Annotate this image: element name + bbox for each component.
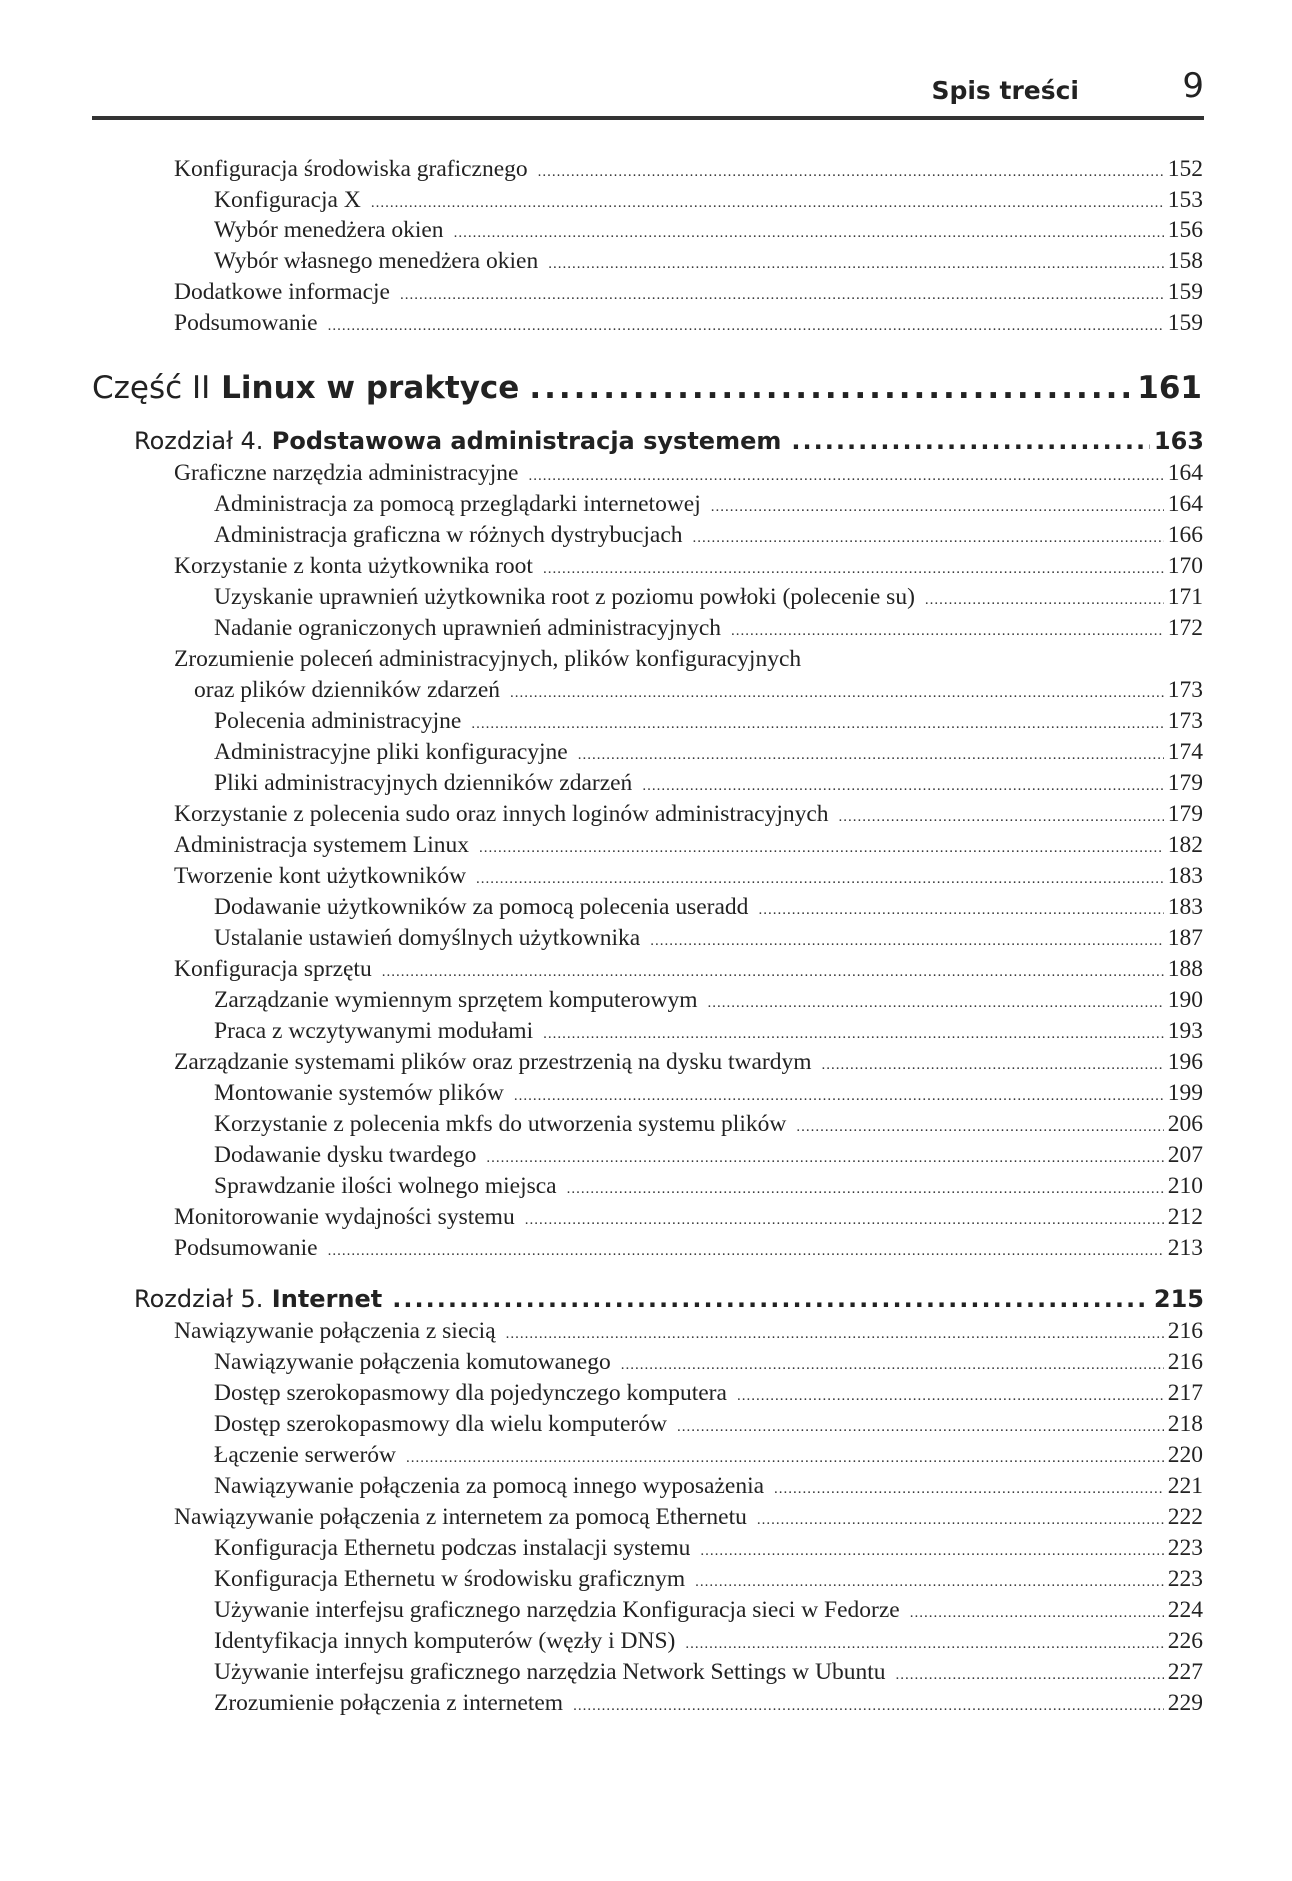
toc-entry[interactable] bbox=[214, 248, 1203, 275]
toc-entry-page: 159 bbox=[1167, 279, 1203, 305]
part-title: Linux w praktyce bbox=[221, 370, 520, 406]
chapter-label: Rozdział 4. bbox=[134, 427, 264, 455]
toc-entry-page: 220 bbox=[1167, 1442, 1203, 1468]
toc-entry[interactable] bbox=[214, 1080, 1203, 1107]
toc-entry-title: Używanie interfejsu graficznego narzędzia Konfiguracja sieci w Fedorze bbox=[214, 1597, 900, 1623]
toc-entry-title: Wybór własnego menedżera okien bbox=[214, 248, 539, 274]
toc-entry-page: 206 bbox=[1167, 1111, 1203, 1137]
toc-entry-title: Polecenia administracyjne bbox=[214, 708, 462, 734]
toc-entry-page: 199 bbox=[1167, 1080, 1203, 1106]
toc-entry-title: Dodawanie dysku twardego bbox=[214, 1142, 477, 1168]
toc-chapter-heading[interactable] bbox=[134, 427, 1204, 455]
toc-entry-page: 196 bbox=[1167, 1049, 1203, 1075]
toc-entry[interactable] bbox=[214, 739, 1203, 766]
toc-entry-title: Identyfikacja innych komputerów (węzły i DNS) bbox=[214, 1628, 676, 1654]
toc-entry-page: 164 bbox=[1167, 460, 1203, 486]
toc-entry-title: Monitorowanie wydajności systemu bbox=[174, 1204, 515, 1230]
toc-entry-title: Sprawdzanie ilości wolnego miejsca bbox=[214, 1173, 557, 1199]
toc-entry-title: Konfiguracja Ethernetu podczas instalacji systemu bbox=[214, 1535, 691, 1561]
page-number: 9 bbox=[1182, 66, 1204, 106]
toc-entry[interactable] bbox=[194, 677, 1203, 704]
toc-entry-title: Tworzenie kont użytkowników bbox=[174, 863, 467, 889]
toc-entry[interactable] bbox=[214, 1628, 1203, 1655]
toc-entry-page: 190 bbox=[1167, 987, 1203, 1013]
toc-entry-page: 216 bbox=[1167, 1318, 1203, 1344]
toc-entry-title: Nawiązywanie połączenia komutowanego bbox=[214, 1349, 611, 1375]
toc-entry-title: Konfiguracja sprzętu bbox=[174, 956, 372, 982]
toc-entry-page: 158 bbox=[1167, 248, 1203, 274]
toc-entry[interactable] bbox=[174, 956, 1203, 983]
toc-entry[interactable] bbox=[174, 460, 1203, 487]
toc-entry-title: Konfiguracja Ethernetu w środowisku graficznym bbox=[214, 1566, 686, 1592]
toc-entry-page: 174 bbox=[1167, 739, 1203, 765]
toc-entry-title: Korzystanie z polecenia sudo oraz innych loginów administracyjnych bbox=[174, 801, 829, 827]
toc-entry-page: 217 bbox=[1167, 1380, 1203, 1406]
toc-entry[interactable] bbox=[174, 156, 1203, 183]
toc-entry-page: 224 bbox=[1167, 1597, 1203, 1623]
toc-part-heading[interactable] bbox=[92, 370, 1202, 406]
toc-entry-page: 212 bbox=[1167, 1204, 1203, 1230]
toc-entry[interactable] bbox=[214, 1535, 1203, 1562]
toc-entry[interactable] bbox=[214, 1349, 1203, 1376]
toc-entry[interactable] bbox=[174, 863, 1203, 890]
chapter-label: Rozdział 5. bbox=[134, 1285, 264, 1313]
toc-entry-title: Dodawanie użytkowników za pomocą polecenia useradd bbox=[214, 894, 749, 920]
toc-entry[interactable] bbox=[214, 1380, 1203, 1407]
toc-entry[interactable] bbox=[214, 987, 1203, 1014]
toc-entry-title: Zrozumienie połączenia z internetem bbox=[214, 1690, 564, 1716]
toc-entry-page: 179 bbox=[1167, 801, 1203, 827]
toc-entry-title: Administracja graficzna w różnych dystrybucjach bbox=[214, 522, 683, 548]
toc-entry-page: 182 bbox=[1167, 832, 1203, 858]
toc-entry-title: Podsumowanie bbox=[174, 1235, 318, 1261]
toc-entry-title: Zarządzanie wymiennym sprzętem komputerowym bbox=[214, 987, 698, 1013]
toc-entry-page: 207 bbox=[1167, 1142, 1203, 1168]
toc-entry-page: 213 bbox=[1167, 1235, 1203, 1261]
toc-entry-page: 152 bbox=[1167, 156, 1203, 182]
toc-entry[interactable] bbox=[214, 1690, 1203, 1717]
toc-entry-page: 188 bbox=[1167, 956, 1203, 982]
toc-entry-page: 223 bbox=[1167, 1566, 1203, 1592]
toc-entry-page: 226 bbox=[1167, 1628, 1203, 1654]
toc-entry-title: Pliki administracyjnych dzienników zdarzeń bbox=[214, 770, 633, 796]
part-page: 161 bbox=[1137, 370, 1202, 406]
toc-entry-title: Graficzne narzędzia administracyjne bbox=[174, 460, 519, 486]
toc-entry-title: Nawiązywanie połączenia za pomocą innego wyposażenia bbox=[214, 1473, 765, 1499]
chapter-title: Podstawowa administracja systemem bbox=[271, 427, 782, 455]
toc-entry-page: 159 bbox=[1167, 310, 1203, 336]
chapter-title: Internet bbox=[271, 1285, 383, 1313]
toc-entry[interactable] bbox=[174, 1235, 1203, 1262]
toc-entry-title-line1[interactable]: Zrozumienie poleceń administracyjnych, plików konfiguracyjnych bbox=[174, 646, 802, 672]
toc-entry[interactable] bbox=[214, 1473, 1203, 1500]
toc-entry-title: Korzystanie z konta użytkownika root bbox=[174, 553, 533, 579]
toc-entry-title: Montowanie systemów plików bbox=[214, 1080, 504, 1106]
toc-entry[interactable] bbox=[174, 1318, 1203, 1345]
toc-entry-title: Konfiguracja środowiska graficznego bbox=[174, 156, 528, 182]
toc-entry-title: Uzyskanie uprawnień użytkownika root z poziomu powłoki (polecenie su) bbox=[214, 584, 915, 610]
toc-entry-page: 183 bbox=[1167, 894, 1203, 920]
toc-entry[interactable] bbox=[214, 1173, 1203, 1200]
toc-entry-title: Administracyjne pliki konfiguracyjne bbox=[214, 739, 568, 765]
toc-entry-title: Ustalanie ustawień domyślnych użytkownika bbox=[214, 925, 641, 951]
toc-entry-title: Nawiązywanie połączenia z siecią bbox=[174, 1318, 496, 1344]
part-label: Część II bbox=[92, 370, 211, 406]
toc-entry-title: Zarządzanie systemami plików oraz przestrzenią na dysku twardym bbox=[174, 1049, 812, 1075]
toc-entry[interactable] bbox=[174, 832, 1203, 859]
toc-entry[interactable] bbox=[214, 187, 1203, 214]
toc-entry[interactable] bbox=[214, 217, 1203, 244]
toc-entry[interactable] bbox=[214, 584, 1203, 611]
toc-entry-title: Podsumowanie bbox=[174, 310, 318, 336]
toc-entry-title: Nawiązywanie połączenia z internetem za pomocą Ethernetu bbox=[174, 1504, 747, 1530]
toc-entry[interactable] bbox=[174, 1504, 1203, 1531]
toc-entry[interactable] bbox=[214, 491, 1203, 518]
toc-entry-title: oraz plików dzienników zdarzeń bbox=[194, 677, 501, 703]
toc-entry-title: Wybór menedżera okien bbox=[214, 217, 444, 243]
toc-entry[interactable] bbox=[214, 925, 1203, 952]
toc-entry-page: 216 bbox=[1167, 1349, 1203, 1375]
chapter-page: 163 bbox=[1153, 427, 1204, 455]
toc-entry[interactable] bbox=[214, 708, 1203, 735]
toc-entry[interactable] bbox=[214, 1111, 1203, 1138]
toc-entry-title: Nadanie ograniczonych uprawnień administracyjnych bbox=[214, 615, 722, 641]
toc-entry-title: Konfiguracja X bbox=[214, 187, 361, 213]
toc-entry-page: 173 bbox=[1167, 708, 1203, 734]
toc-entry-title: Dostęp szerokopasmowy dla wielu komputerów bbox=[214, 1411, 667, 1437]
toc-chapter-heading[interactable] bbox=[134, 1285, 1204, 1313]
toc-entry-page: 227 bbox=[1167, 1659, 1203, 1685]
toc-entry[interactable] bbox=[174, 801, 1203, 828]
toc-entry-page: 210 bbox=[1167, 1173, 1203, 1199]
toc-entry[interactable] bbox=[214, 1659, 1203, 1686]
toc-entry-title: Praca z wczytywanymi modułami bbox=[214, 1018, 534, 1044]
toc-entry[interactable] bbox=[214, 1566, 1203, 1593]
toc-entry[interactable] bbox=[214, 894, 1203, 921]
toc-entry-title: Administracja systemem Linux bbox=[174, 832, 470, 858]
toc-entry-title: Dodatkowe informacje bbox=[174, 279, 390, 305]
toc-entry-page: 222 bbox=[1167, 1504, 1203, 1530]
toc-entry-page: 179 bbox=[1167, 770, 1203, 796]
toc-entry-page: 193 bbox=[1167, 1018, 1203, 1044]
toc-entry-page: 153 bbox=[1167, 187, 1203, 213]
toc-entry-title: Łączenie serwerów bbox=[214, 1442, 397, 1468]
toc-entry[interactable] bbox=[174, 279, 1203, 306]
toc-entry-page: 223 bbox=[1167, 1535, 1203, 1561]
toc-entry-page: 172 bbox=[1167, 615, 1203, 641]
toc-entry-page: 171 bbox=[1167, 584, 1203, 610]
running-head-title: Spis treści bbox=[931, 76, 1079, 105]
toc-entry-page: 166 bbox=[1167, 522, 1203, 548]
toc-entry[interactable] bbox=[214, 1142, 1203, 1169]
toc-entry[interactable] bbox=[214, 522, 1203, 549]
toc-entry-page: 218 bbox=[1167, 1411, 1203, 1437]
toc-entry[interactable] bbox=[214, 1018, 1203, 1045]
toc-entry[interactable] bbox=[174, 1049, 1203, 1076]
toc-entry[interactable] bbox=[174, 553, 1203, 580]
toc-entry-page: 229 bbox=[1167, 1690, 1203, 1716]
toc-entry[interactable] bbox=[214, 615, 1203, 642]
toc-entry[interactable] bbox=[214, 1411, 1203, 1438]
toc-entry-title: Korzystanie z polecenia mkfs do utworzenia systemu plików bbox=[214, 1111, 787, 1137]
toc-entry-title: Dostęp szerokopasmowy dla pojedynczego komputera bbox=[214, 1380, 727, 1406]
toc-entry-page: 221 bbox=[1167, 1473, 1203, 1499]
toc-entry-page: 183 bbox=[1167, 863, 1203, 889]
toc-entry[interactable] bbox=[214, 1442, 1203, 1469]
toc-entry-page: 164 bbox=[1167, 491, 1203, 517]
toc-entry-title: Używanie interfejsu graficznego narzędzia Network Settings w Ubuntu bbox=[214, 1659, 886, 1685]
running-head bbox=[92, 66, 1204, 120]
toc-entry[interactable] bbox=[214, 770, 1203, 797]
toc-entry-page: 187 bbox=[1167, 925, 1203, 951]
toc-entry-page: 156 bbox=[1167, 217, 1203, 243]
chapter-page: 215 bbox=[1153, 1285, 1204, 1313]
toc-entry-page: 170 bbox=[1167, 553, 1203, 579]
toc-entry[interactable] bbox=[174, 1204, 1203, 1231]
toc-entry-page: 173 bbox=[1167, 677, 1203, 703]
toc-entry[interactable] bbox=[214, 1597, 1203, 1624]
toc-entry-title: Administracja za pomocą przeglądarki internetowej bbox=[214, 491, 701, 517]
toc-entry[interactable] bbox=[174, 310, 1203, 337]
